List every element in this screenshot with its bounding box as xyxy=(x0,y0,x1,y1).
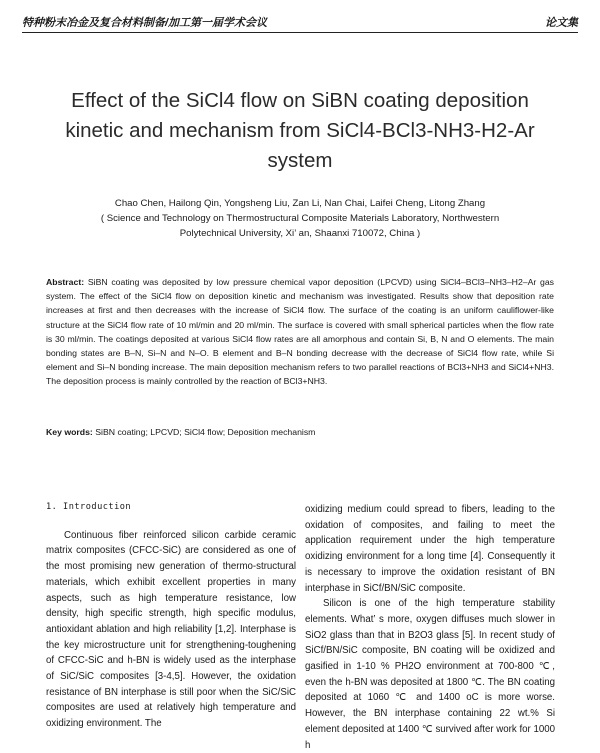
right-column xyxy=(305,502,555,753)
paper-title xyxy=(40,86,560,176)
author-block xyxy=(60,196,540,241)
header-section-label: 论文集 xyxy=(545,17,578,29)
keywords-label: Key words: xyxy=(46,427,93,437)
title-line: kinetic and mechanism from SiCl4-BCl3-NH3-H2-Ar xyxy=(65,119,535,142)
title-line: system xyxy=(267,149,333,172)
paragraph: Silicon is one of the high temperature stability elements. What’ s more, oxygen diffuses much slower in SiO2 glass than that in B2O3 glass [5]. In recent study of SiCf/BN/SiC composite, BN coating will be oxidized and gasified in 1-10 % PH2O environment at 700-800 ℃, even the h-BN was deposited at 1800 ℃. The BN coating deposited at 1060 ℃ and 1400 oC is more worse. However, the BN interphase containing 22 wt.% Si element deposited at 1400 ℃ survived after work for 1000 h xyxy=(305,598,555,751)
affiliation-line: ( Science and Technology on Thermostructural Composite Materials Laboratory, Northwestern xyxy=(100,213,500,224)
abstract-label: Abstract: xyxy=(46,277,85,287)
abstract xyxy=(46,275,554,389)
left-column xyxy=(46,500,296,732)
keywords-text: SiBN coating; LPCVD; SiCl4 flow; Deposition mechanism xyxy=(95,427,316,437)
title-line: Effect of the SiCl4 flow on SiBN coating deposition xyxy=(71,89,529,112)
section-heading: 1. Introduction xyxy=(46,502,132,512)
abstract-text: SiBN coating was deposited by low pressure chemical vapor deposition (LPCVD) using SiCl4–BCl3–NH3–H2–Ar gas system. The effect of the SiCl4 flow on deposition kinetic and mechanism was investigated. Results show that deposition rate increases at first and then decreases with the increase of SiCl4 flow. The surface of the coating is an uniform cauliflower-like structure at the SiCl4 flow rate of 10 ml/min and 20 ml/min. The surface is covered with small spherical particles when the flow rate is 30 ml/min. The coatings deposited at various SiCl4 flow rates are all amorphous and contain Si, B, N and O elements. The main bonding states are B–N, Si–N and N–O. B element and B–N bonding decrease with the decrease of SiCl4 flow rate, while Si element and Si–N bonding increase. The main deposition mechanism refers to two parallel reactions of BCl3+NH3 and SiCl4+NH3. The deposition process is mainly controlled by the reaction of BCl3+NH3. xyxy=(46,277,554,387)
author-list: Chao Chen, Hailong Qin, Yongsheng Liu, Zan Li, Nan Chai, Laifei Cheng, Litong Zhang xyxy=(114,198,486,209)
affiliation-line: Polytechnical University, Xi’ an, Shaanxi 710072, China ) xyxy=(179,228,421,239)
paragraph: oxidizing medium could spread to fibers, leading to the oxidation of composites, and failing to meet the application requirement under the high temperature oxidizing environment for a long time [4]. Consequently it is necessary to improve the oxidation resistant of BN interphase in SiCf/BN/SiC composite. xyxy=(305,504,555,594)
paragraph: Continuous fiber reinforced silicon carbide ceramic matrix composites (CFCC-SiC) are considered as one of the most promising new generation of thermo-structural materials, which exhibit excellent properties in many aspects, such as high temperature resistance, low density, high specific strength, high specific modulus, antioxidant ablation and high reliability [1,2]. Interphase is the key microstructure unit for strengthening-toughening of CFCC-SiC and h-BN is widely used as the interphase of SiC/SiC composites [3-4,5]. However, the oxidation resistance of BN interphase is still poor when the SiC/SiC composites are used at relatively high temperature and oxidizing environment. The xyxy=(46,529,296,730)
header-conference-title: 特种粉末冶金及复合材料制备/加工第一届学术会议 xyxy=(22,17,268,29)
running-header xyxy=(22,10,578,33)
keywords xyxy=(46,427,554,437)
